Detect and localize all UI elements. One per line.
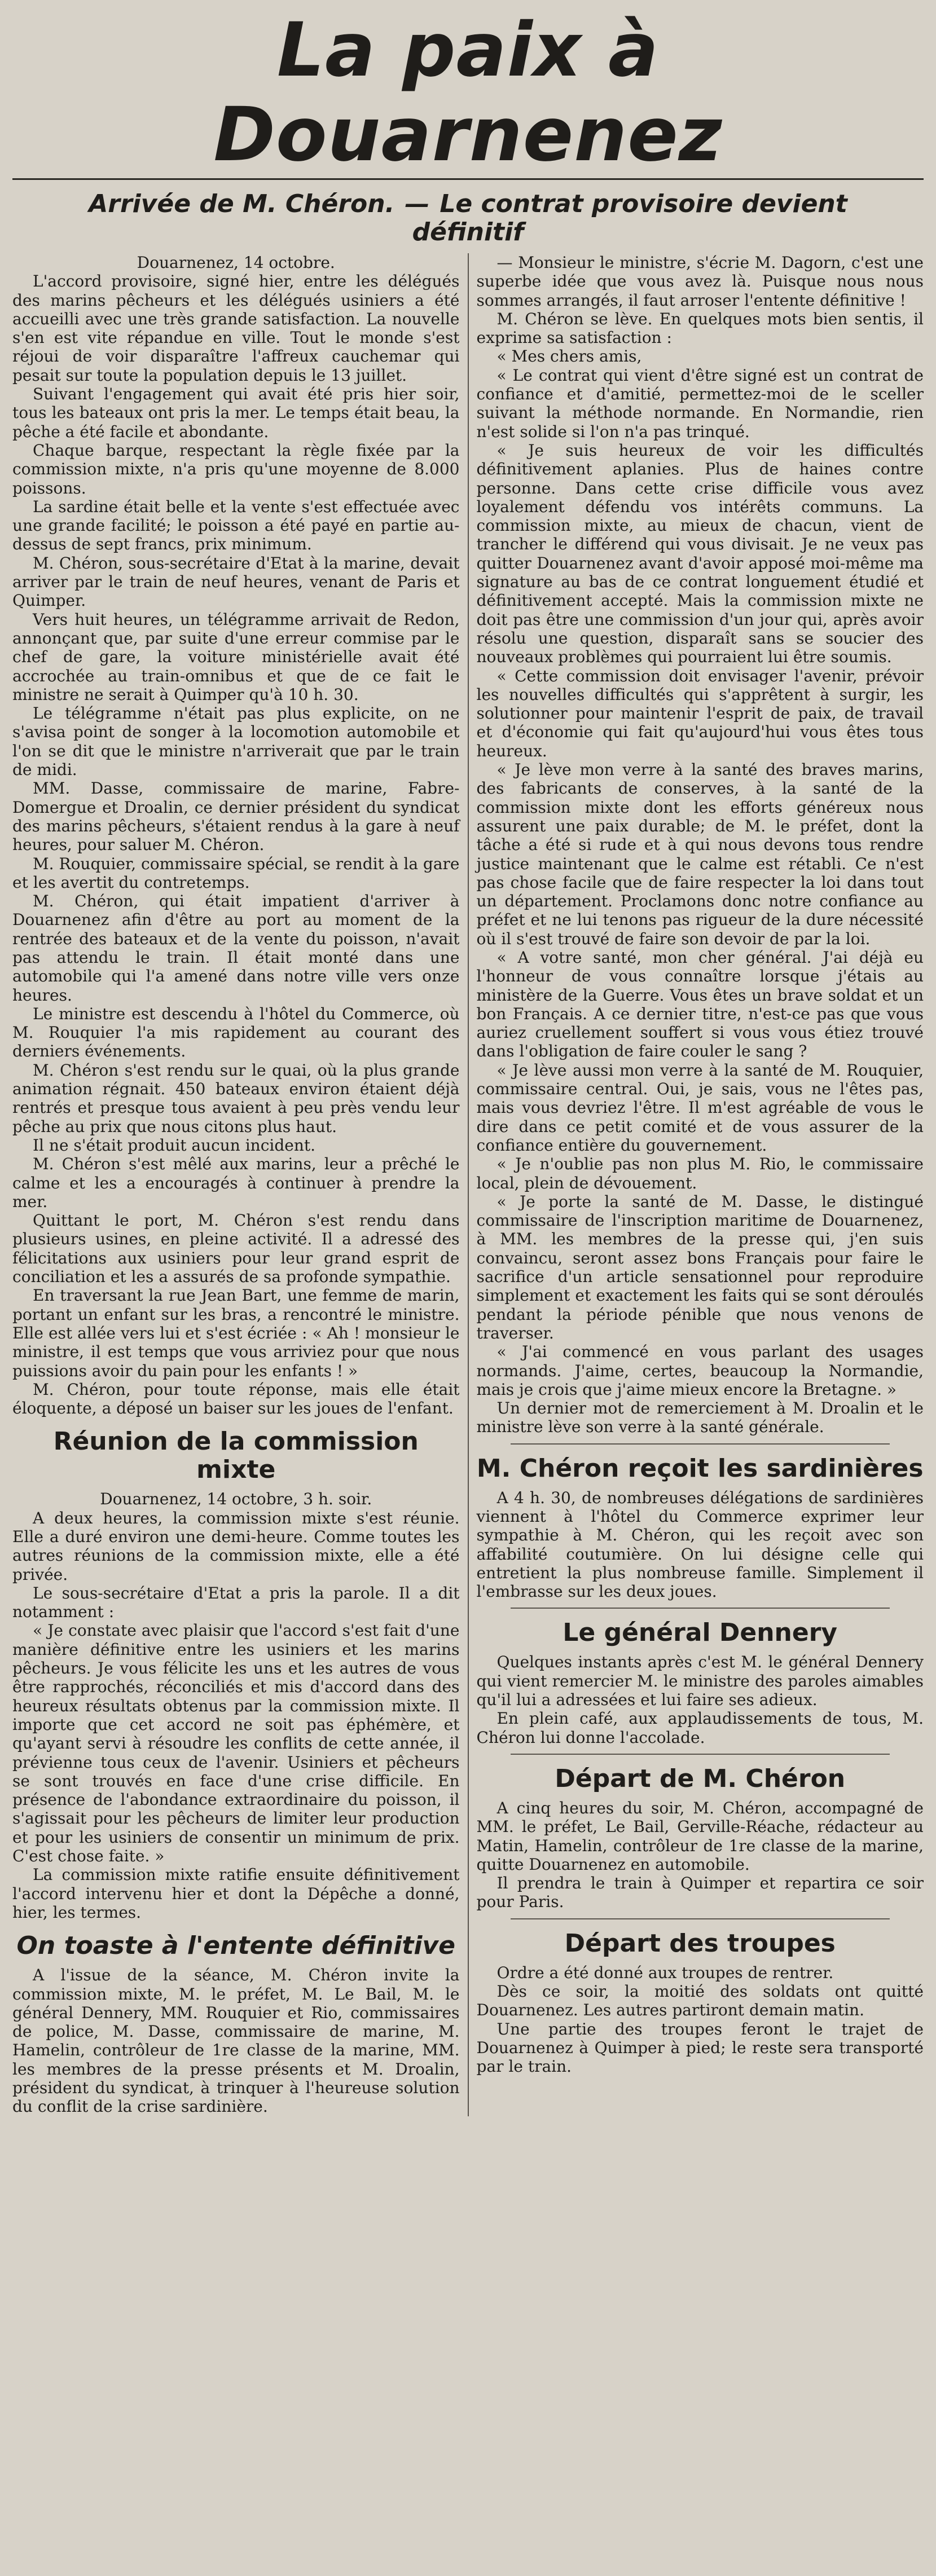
subhead-part-2: Le contrat provisoire devient définitif xyxy=(412,190,847,246)
paragraph: A cinq heures du soir, M. Chéron, accompagné de MM. le préfet, Le Bail, Gerville-Réache, rédacteur au Matin, Hamelin, contrôleur de 1re classe de la marine, quitte Douarnenez en automobile. xyxy=(476,1798,924,1874)
paragraph: « Le contrat qui vient d'être signé est un contrat de confiance et d'amitié, permettez-moi de le sceller suivant la méthode normande. En Normandie, rien n'est solide si l'on n'a pas trinqué. xyxy=(476,366,924,441)
paragraph: M. Rouquier, commissaire spécial, se rendit à la gare et les avertit du contretemps. xyxy=(12,854,460,892)
paragraph: La commission mixte ratifie ensuite définitivement l'accord intervenu hier et dont la Dépêche a donné, hier, les termes. xyxy=(12,1865,460,1922)
paragraph: Le télégramme n'était pas plus explicite, on ne s'avisa point de songer à la locomotion automobile et l'on se dit que le ministre n'arriverait que par le train de midi. xyxy=(12,704,460,780)
paragraph: M. Chéron s'est mêlé aux marins, leur a prêché le calme et les a encouragés à continuer à prendre la mer. xyxy=(12,1155,460,1211)
paragraph: Le ministre est descendu à l'hôtel du Commerce, où M. Rouquier l'a mis rapidement au courant des derniers événements. xyxy=(12,1004,460,1061)
dateline: Douarnenez, 14 octobre, 3 h. soir. xyxy=(100,1490,372,1509)
paragraph: M. Chéron, qui était impatient d'arriver à Douarnenez afin d'être au port au moment de la rentrée des bateaux et de la vente du poisson, n'avait pas attendu le train. Il était monté dans une automobile qui l'a amené dans notre ville vers onze heures. xyxy=(12,892,460,1005)
paragraph: — Monsieur le ministre, s'écrie M. Dagorn, c'est une superbe idée que vous avez là. Puisque nous nous sommes arrangés, il faut arroser l'entente définitive ! xyxy=(476,253,924,310)
paragraph: La sardine était belle et la vente s'est effectuée avec une grande facilité; le poisson a été payé en partie au-dessus de sept francs, prix minimum. xyxy=(12,497,460,554)
paragraph: « Cette commission doit envisager l'avenir, prévoir les nouvelles difficultés qui s'apprêtent à surgir, les solutionner pour maintenir l'esprit de paix, de travail et d'économie qui fait qu'aujourd'hui vous êtes tous heureux. xyxy=(476,666,924,760)
paragraph: Une partie des troupes feront le trajet de Douarnenez à Quimper à pied; le reste sera transporté par le train. xyxy=(476,2019,924,2076)
paragraph: En plein café, aux applaudissements de tous, M. Chéron lui donne l'accolade. xyxy=(476,1709,924,1747)
masthead-title: La paix à Douarnenez xyxy=(12,8,924,180)
paragraph: « Je suis heureux de voir les difficultés définitivement aplanies. Plus de haines contre personne. Dans cette crise difficile vous avez loyalement défendu vos intérêts communs. La commission mixte, au mieux de chacun, vient de trancher le différend qui vous divisait. Je ne veux pas quitter Douarnenez avant d'avoir apposé moi-même ma signature au bas de ce contrat longuement étudié et définitivement accepté. Mais la commission mixte ne doit pas être une commission d'un jour qui, après avoir résolu une question, disparaît sans se soucier des nouveaux problèmes qui pourraient lui être soumis. xyxy=(476,441,924,667)
paragraph: Il prendra le train à Quimper et repartira ce soir pour Paris. xyxy=(476,1874,924,1912)
paragraph: Chaque barque, respectant la règle fixée par la commission mixte, n'a pris qu'une moyenne de 8.000 poissons. xyxy=(12,441,460,497)
article-subheadline xyxy=(35,190,901,246)
paragraph: A l'issue de la séance, M. Chéron invite la commission mixte, M. le préfet, M. Le Bail, M. le général Dennery, MM. Rouquier et Rio, commissaires de police, M. Dasse, commissaire de marine, M. Hamelin, contrôleur de 1re classe de la marine, MM. les membres de la presse présents et M. Droalin, président du syndicat, à trinquer à l'heureuse solution du conflit de la crise sardinière. xyxy=(12,1966,460,2116)
paragraph: « Je constate avec plaisir que l'accord s'est fait d'une manière définitive entre les usiniers et les marins pêcheurs. Je vous félicite les uns et les autres de vous être rapprochés, réconciliés et mis d'accord dans des heureux résultats obtenus par la commission mixte. Il importe que cet accord ne soit pas éphémère, et qu'ayant servi à résoudre les conflits de cette année, il prévienne tous ceux de l'avenir. Usiniers et pêcheurs se sont trouvés en face d'une crise difficile. En présence de l'abondance extraordinaire du poisson, il s'agissait pour les pêcheurs de limiter leur production et pour les usiniers de consentir un minimum de prix. C'est chose faite. » xyxy=(12,1621,460,1866)
paragraph: En traversant la rue Jean Bart, une femme de marin, portant un enfant sur les bras, a rencontré le ministre. Elle est allée vers lui et s'est écriée : « Ah ! monsieur le ministre, il est temps que vous arriviez pour que nous puissions avoir du pain pour les enfants ! » xyxy=(12,1286,460,1380)
paragraph: « Mes chers amis, xyxy=(496,347,642,366)
paragraph: A 4 h. 30, de nombreuses délégations de sardinières viennent à l'hôtel du Commerce exprimer leur sympathie à M. Chéron, qui les reçoit avec son affabilité coutumière. On lui désigne celle qui entretient la plus nombreuse famille. Simplement il l'embrasse sur les deux joues. xyxy=(476,1488,924,1601)
paragraph: A deux heures, la commission mixte s'est réunie. Elle a duré environ une demi-heure. Comme toutes les autres réunions de la commission mixte, elle a été privée. xyxy=(12,1508,460,1584)
paragraph: « Je lève mon verre à la santé des braves marins, des fabricants de conserves, à la santé de la commission mixte dont les efforts généreux nous assurent une paix durable; de M. le préfet, dont la tâche a été si rude et à qui nous devons tous rendre justice maintenant que le calme est rétabli. Ce n'est pas chose facile que de faire respecter la loi dans tout un département. Proclamons donc notre confiance au préfet et ne lui tenons pas rigueur de la dure nécessité où il s'est trouvé de faire son devoir de par la loi. xyxy=(476,760,924,948)
paragraph: M. Chéron s'est rendu sur le quai, où la plus grande animation régnait. 450 bateaux environ étaient déjà rentrés et presque tous avaient à peu près vendu leur pêche au prix que nous citons plus haut. xyxy=(12,1060,460,1136)
left-column xyxy=(12,253,460,2116)
paragraph: Ordre a été donné aux troupes de rentrer. xyxy=(496,1963,834,1982)
subhead-dash: — xyxy=(405,190,430,218)
paragraph: M. Chéron, pour toute réponse, mais elle était éloquente, a déposé un baiser sur les joues de l'enfant. xyxy=(12,1380,460,1418)
section-divider xyxy=(511,1754,890,1755)
paragraph: L'accord provisoire, signé hier, entre les délégués des marins pêcheurs et les délégués usiniers a été accueilli avec une très grande satisfaction. La nouvelle s'en est vite répandue en ville. Tout le monde s'est réjoui de voir disparaître l'affreux cauchemar qui pesait sur toute la population depuis le 13 juillet. xyxy=(12,272,460,385)
paragraph: Un dernier mot de remerciement à M. Droalin et le ministre lève son verre à la santé générale. xyxy=(476,1399,924,1437)
paragraph: « J'ai commencé en vous parlant des usages normands. J'aime, certes, beaucoup la Normandie, mais je crois que j'aime mieux encore la Bretagne. » xyxy=(476,1342,924,1399)
paragraph: Quelques instants après c'est M. le général Dennery qui vient remercier M. le ministre des paroles aimables qu'il lui a adressées et lui faire ses adieux. xyxy=(476,1653,924,1710)
section-heading-commission: Réunion de la commission mixte xyxy=(53,1427,419,1485)
subhead-part-1: Arrivée de M. Chéron. xyxy=(89,190,395,218)
dateline: Douarnenez, 14 octobre. xyxy=(137,253,335,272)
paragraph: M. Chéron se lève. En quelques mots bien sentis, il exprime sa satisfaction : xyxy=(476,309,924,347)
section-divider xyxy=(511,1608,890,1609)
paragraph: Le sous-secrétaire d'Etat a pris la parole. Il a dit notamment : xyxy=(12,1583,460,1622)
section-heading-depart-troupes: Départ des troupes xyxy=(564,1928,836,1958)
section-heading-toast: On toaste à l'entente définitive xyxy=(16,1931,456,1961)
paragraph: « Je n'oublie pas non plus M. Rio, le commissaire local, plein de dévouement. xyxy=(476,1155,924,1192)
paragraph: Quittant le port, M. Chéron s'est rendu dans plusieurs usines, en pleine activité. Il a adressé des félicitations aux usiniers pour leur grand esprit de conciliation et les a assurés de sa profonde sympathie. xyxy=(12,1211,460,1287)
paragraph: Dès ce soir, la moitié des soldats ont quitté Douarnenez. Les autres partiront demain matin. xyxy=(476,1982,924,2020)
paragraph: « Je lève aussi mon verre à la santé de M. Rouquier, commissaire central. Oui, je sais, vous ne l'êtes pas, mais vous devriez l'être. Il m'est agréable de vous le dire dans ce petit comité et de vous assurer de la confiance entière du gouvernement. xyxy=(476,1060,924,1155)
section-divider xyxy=(511,1443,890,1445)
article-columns xyxy=(12,253,924,2116)
paragraph: Suivant l'engagement qui avait été pris hier soir, tous les bateaux ont pris la mer. Le temps était beau, la pêche a été facile et abondante. xyxy=(12,385,460,441)
paragraph: « Je porte la santé de M. Dasse, le distingué commissaire de l'inscription maritime de Douarnenez, à MM. les membres de la presse qui, j'en suis convaincu, seront assez bons Français pour faire le sacrifice d'un article sensationnel pour reproduire simplement et exactement les faits qui se sont déroulés pendant la période pénible que nous venons de traverser. xyxy=(476,1192,924,1342)
section-heading-depart-cheron: Départ de M. Chéron xyxy=(555,1764,846,1793)
paragraph: M. Chéron, sous-secrétaire d'Etat à la marine, devait arriver par le train de neuf heures, venant de Paris et Quimper. xyxy=(12,553,460,610)
paragraph: Vers huit heures, un télégramme arrivait de Redon, annonçant que, par suite d'une erreur commise par le chef de gare, la voiture ministérielle avait été accrochée au train-omnibus et que de ce fait le ministre ne serait à Quimper qu'à 10 h. 30. xyxy=(12,610,460,704)
section-heading-sardinieres: M. Chéron reçoit les sardinières xyxy=(476,1454,924,1483)
section-heading-dennery: Le général Dennery xyxy=(563,1618,838,1648)
section-divider xyxy=(511,1918,890,1919)
right-column xyxy=(477,253,924,2116)
paragraph: Il ne s'était produit aucun incident. xyxy=(33,1135,316,1155)
paragraph: « A votre santé, mon cher général. J'ai déjà eu l'honneur de vous connaître lorsque j'étais au ministère de la Guerre. Vous êtes un brave soldat et un bon Français. A ce dernier titre, n'est-ce pas que vous auriez cruellement souffert si vous vous étiez trouvé dans l'obligation de faire couler le sang ? xyxy=(476,948,924,1061)
paragraph: MM. Dasse, commissaire de marine, Fabre-Domergue et Droalin, ce dernier président du syndicat des marins pêcheurs, s'étaient rendus à la gare à neuf heures, pour saluer M. Chéron. xyxy=(12,779,460,855)
